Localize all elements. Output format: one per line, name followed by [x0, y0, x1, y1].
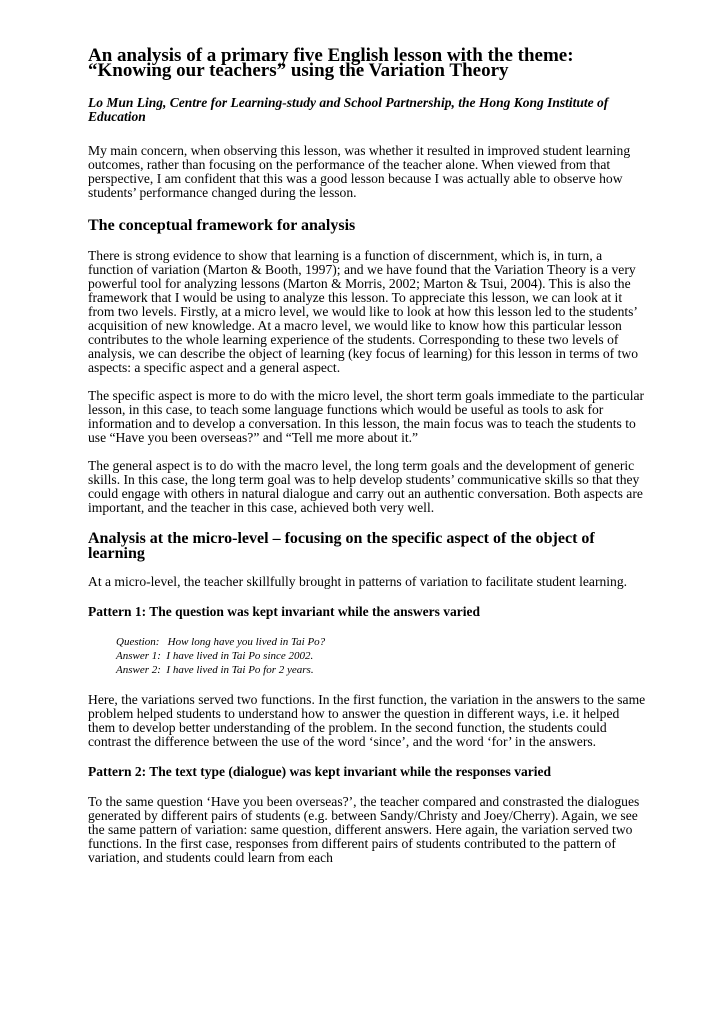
author-byline: Lo Mun Ling, Centre for Learning-study and School Partnership, the Hong Kong Institute of Education	[88, 95, 609, 124]
document-title	[88, 45, 648, 81]
section-heading-framework: The conceptual framework for analysis	[88, 217, 356, 234]
pattern-1-paragraph: Here, the variations served two functions. In the first function, the variation in the answers to the same problem helped students to understand how to answer the question in different ways, i.e. it helped them to develop better understanding of the problem. In the second function, the students could contrast the difference between the use of the word ‘since’, and the word ‘for’ in the answers.	[88, 692, 646, 749]
micro-level-paragraph: At a micro-level, the teacher skillfully brought in patterns of variation to facilitate student learning.	[88, 574, 628, 589]
pattern-2-heading: Pattern 2: The text type (dialogue) was kept invariant while the responses varied	[88, 764, 551, 779]
section-heading-micro-level: Analysis at the micro-level – focusing on the specific aspect of the object of learning	[88, 530, 595, 562]
dialogue-answer-1: Answer 1: I have lived in Tai Po since 2002.	[116, 650, 314, 662]
pattern-1-heading: Pattern 1: The question was kept invariant while the answers varied	[88, 604, 481, 619]
dialogue-question: Question: How long have you lived in Tai Po?	[116, 636, 326, 648]
framework-paragraph-1: There is strong evidence to show that learning is a function of discernment, which is, in turn, a function of variation (Marton & Booth, 1997); and we have found that the Variation Theory is a very powerful tool for analyzing lessons (Marton & Morris, 2002; Marton & Tsui, 2004). This is also the framework that I would be using to analyze this lesson. To appreciate this lesson, we can look at it from two levels. Firstly, at a micro level, we would like to look at how this lesson led to the students’ acquisition of new knowledge. At a macro level, we would like to know how this particular lesson contributes to the whole learning experience of the students. Corresponding to these two levels of analysis, we can describe the object of learning (key focus of learning) for this lesson in terms of two aspects: a specific aspect and a general aspect.	[88, 248, 639, 375]
framework-paragraph-3: The general aspect is to do with the macro level, the long term goals and the development of generic skills. In this case, the long term goal was to help develop students’ communicative skills so that they could engage with others in natural dialogue and carry out an authentic conversation. Both aspects are important, and the teacher in this case, achieved both very well.	[88, 458, 643, 515]
document-page	[88, 45, 648, 865]
title-line-1: An analysis of a primary five English lesson with the theme:	[88, 45, 574, 66]
pattern-1-dialogue	[116, 635, 648, 677]
title-line-2: “Knowing our teachers” using the Variation Theory	[88, 60, 509, 81]
pattern-2-paragraph: To the same question ‘Have you been overseas?’, the teacher compared and constrasted the dialogues generated by different pairs of students (e.g. between Sandy/Christy and Joey/Cherry). Again, we see the same pattern of variation: same question, different answers. Here again, the variation served two functions. In the first case, responses from different pairs of students contributed to the pattern of variation, and students could learn from each	[88, 794, 640, 865]
dialogue-answer-2: Answer 2: I have lived in Tai Po for 2 years.	[116, 664, 314, 676]
framework-paragraph-2: The specific aspect is more to do with the micro level, the short term goals immediate to the particular lesson, in this case, to teach some language functions which would be useful as tools to ask for information and to develop a conversation. In this lesson, the main focus was to teach the students to use “Have you been overseas?” and “Tell me more about it.”	[88, 388, 645, 445]
intro-paragraph: My main concern, when observing this lesson, was whether it resulted in improved student learning outcomes, rather than focusing on the performance of the teacher alone. When viewed from that perspective, I am confident that this was a good lesson because I was actually able to observe how students’ performance changed during the lesson.	[88, 143, 631, 200]
